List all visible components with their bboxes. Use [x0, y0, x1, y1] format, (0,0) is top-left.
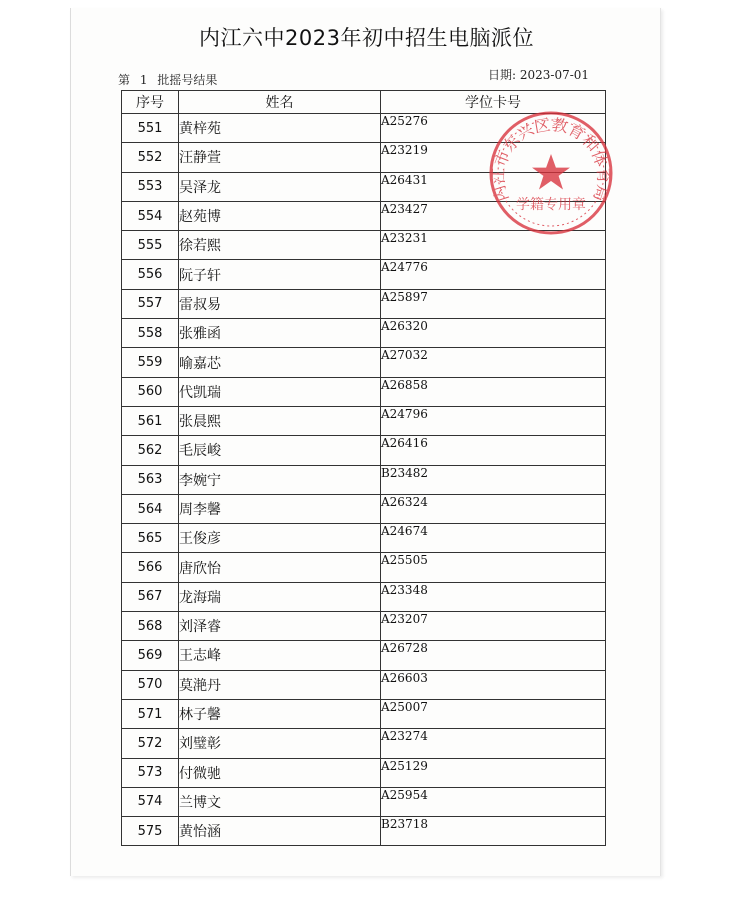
degree-card-number: A23219 — [381, 143, 606, 172]
table-row — [122, 436, 606, 465]
degree-card-number: A25007 — [381, 699, 606, 728]
batch-suffix: 批摇号结果 — [157, 73, 218, 87]
table-row — [122, 143, 606, 172]
row-number: 561 — [122, 406, 179, 435]
degree-card-number: A24776 — [381, 260, 606, 289]
student-name: 黄怡涵 — [179, 817, 381, 846]
row-number: 562 — [122, 436, 179, 465]
table-row — [122, 758, 606, 787]
header-name: 姓名 — [179, 91, 381, 114]
row-number: 554 — [122, 201, 179, 230]
batch-label — [118, 71, 223, 88]
row-number: 552 — [122, 143, 179, 172]
degree-card-number: A25129 — [381, 758, 606, 787]
paper-edge — [70, 8, 71, 876]
row-number: 574 — [122, 787, 179, 816]
table-row — [122, 524, 606, 553]
student-name: 喻嘉芯 — [179, 348, 381, 377]
student-name: 付微驰 — [179, 758, 381, 787]
table-row — [122, 465, 606, 494]
table-row — [122, 231, 606, 260]
degree-card-number: A26728 — [381, 641, 606, 670]
row-number: 575 — [122, 817, 179, 846]
degree-card-number: A23427 — [381, 201, 606, 230]
row-number: 556 — [122, 260, 179, 289]
row-number: 566 — [122, 553, 179, 582]
row-number: 551 — [122, 114, 179, 143]
degree-card-number: A26858 — [381, 377, 606, 406]
row-number: 564 — [122, 494, 179, 523]
row-number: 567 — [122, 582, 179, 611]
document-title: 内江六中2023年初中招生电脑派位 — [199, 26, 534, 50]
row-number: 559 — [122, 348, 179, 377]
student-name: 龙海瑞 — [179, 582, 381, 611]
row-number: 565 — [122, 524, 179, 553]
table-row — [122, 787, 606, 816]
table-row — [122, 641, 606, 670]
student-name: 代凯瑞 — [179, 377, 381, 406]
student-name: 刘泽睿 — [179, 612, 381, 641]
table-row — [122, 201, 606, 230]
student-name: 吴泽龙 — [179, 172, 381, 201]
student-name: 王志峰 — [179, 641, 381, 670]
results-table — [121, 90, 606, 846]
student-name: 刘璧彰 — [179, 729, 381, 758]
degree-card-number: A24674 — [381, 524, 606, 553]
row-number: 569 — [122, 641, 179, 670]
student-name: 毛辰峻 — [179, 436, 381, 465]
row-number: 570 — [122, 670, 179, 699]
table-row — [122, 494, 606, 523]
date-value: 2023-07-01 — [519, 68, 590, 82]
row-number: 563 — [122, 465, 179, 494]
batch-prefix: 第 — [118, 73, 131, 87]
row-number: 553 — [122, 172, 179, 201]
student-name: 莫滟丹 — [179, 670, 381, 699]
degree-card-number: A23207 — [381, 612, 606, 641]
degree-card-number: A25505 — [381, 553, 606, 582]
degree-card-number: A26603 — [381, 670, 606, 699]
student-name: 林子馨 — [179, 699, 381, 728]
degree-card-number: A25954 — [381, 787, 606, 816]
table-row — [122, 319, 606, 348]
student-name: 李婉宁 — [179, 465, 381, 494]
student-name: 汪静萱 — [179, 143, 381, 172]
header-no: 序号 — [122, 91, 179, 114]
stamp-ring-text: 内江市东兴区教育和体育局 — [488, 115, 614, 205]
student-name: 唐欣怡 — [179, 553, 381, 582]
student-name: 赵苑博 — [179, 201, 381, 230]
table-row — [122, 729, 606, 758]
table-row — [122, 553, 606, 582]
row-number: 555 — [122, 231, 179, 260]
student-name: 黄梓苑 — [179, 114, 381, 143]
student-name: 徐若熙 — [179, 231, 381, 260]
row-number: 560 — [122, 377, 179, 406]
degree-card-number: A23274 — [381, 729, 606, 758]
table-row — [122, 406, 606, 435]
degree-card-number: A27032 — [381, 348, 606, 377]
header-card: 学位卡号 — [381, 91, 606, 114]
table-row — [122, 377, 606, 406]
degree-card-number: A24796 — [381, 406, 606, 435]
table-row — [122, 670, 606, 699]
row-number: 557 — [122, 289, 179, 318]
student-name: 张雅函 — [179, 319, 381, 348]
degree-card-number: A26431 — [381, 172, 606, 201]
degree-card-number: B23482 — [381, 465, 606, 494]
table-row — [122, 348, 606, 377]
row-number: 558 — [122, 319, 179, 348]
stamp-center-text: 学籍专用章 — [516, 197, 586, 213]
degree-card-number: A26320 — [381, 319, 606, 348]
table-row — [122, 817, 606, 846]
student-name: 张晨熙 — [179, 406, 381, 435]
degree-card-number: A26324 — [381, 494, 606, 523]
degree-card-number: A23231 — [381, 231, 606, 260]
student-name: 王俊彦 — [179, 524, 381, 553]
table-row — [122, 582, 606, 611]
date-label: 日期: — [488, 68, 517, 82]
table-row — [122, 612, 606, 641]
degree-card-number: A26416 — [381, 436, 606, 465]
date-line — [488, 66, 589, 83]
table-row — [122, 114, 606, 143]
degree-card-number: A23348 — [381, 582, 606, 611]
row-number: 572 — [122, 729, 179, 758]
student-name: 兰博文 — [179, 787, 381, 816]
table-row — [122, 289, 606, 318]
table-row — [122, 260, 606, 289]
degree-card-number: A25897 — [381, 289, 606, 318]
batch-number: 1 — [139, 73, 148, 87]
row-number: 568 — [122, 612, 179, 641]
table-body — [122, 114, 606, 846]
degree-card-number: A25276 — [381, 114, 606, 143]
table-row — [122, 699, 606, 728]
degree-card-number: B23718 — [381, 817, 606, 846]
student-name: 周李馨 — [179, 494, 381, 523]
row-number: 573 — [122, 758, 179, 787]
row-number: 571 — [122, 699, 179, 728]
table-row — [122, 172, 606, 201]
student-name: 雷叔易 — [179, 289, 381, 318]
student-name: 阮子轩 — [179, 260, 381, 289]
table-header-row — [122, 91, 606, 114]
